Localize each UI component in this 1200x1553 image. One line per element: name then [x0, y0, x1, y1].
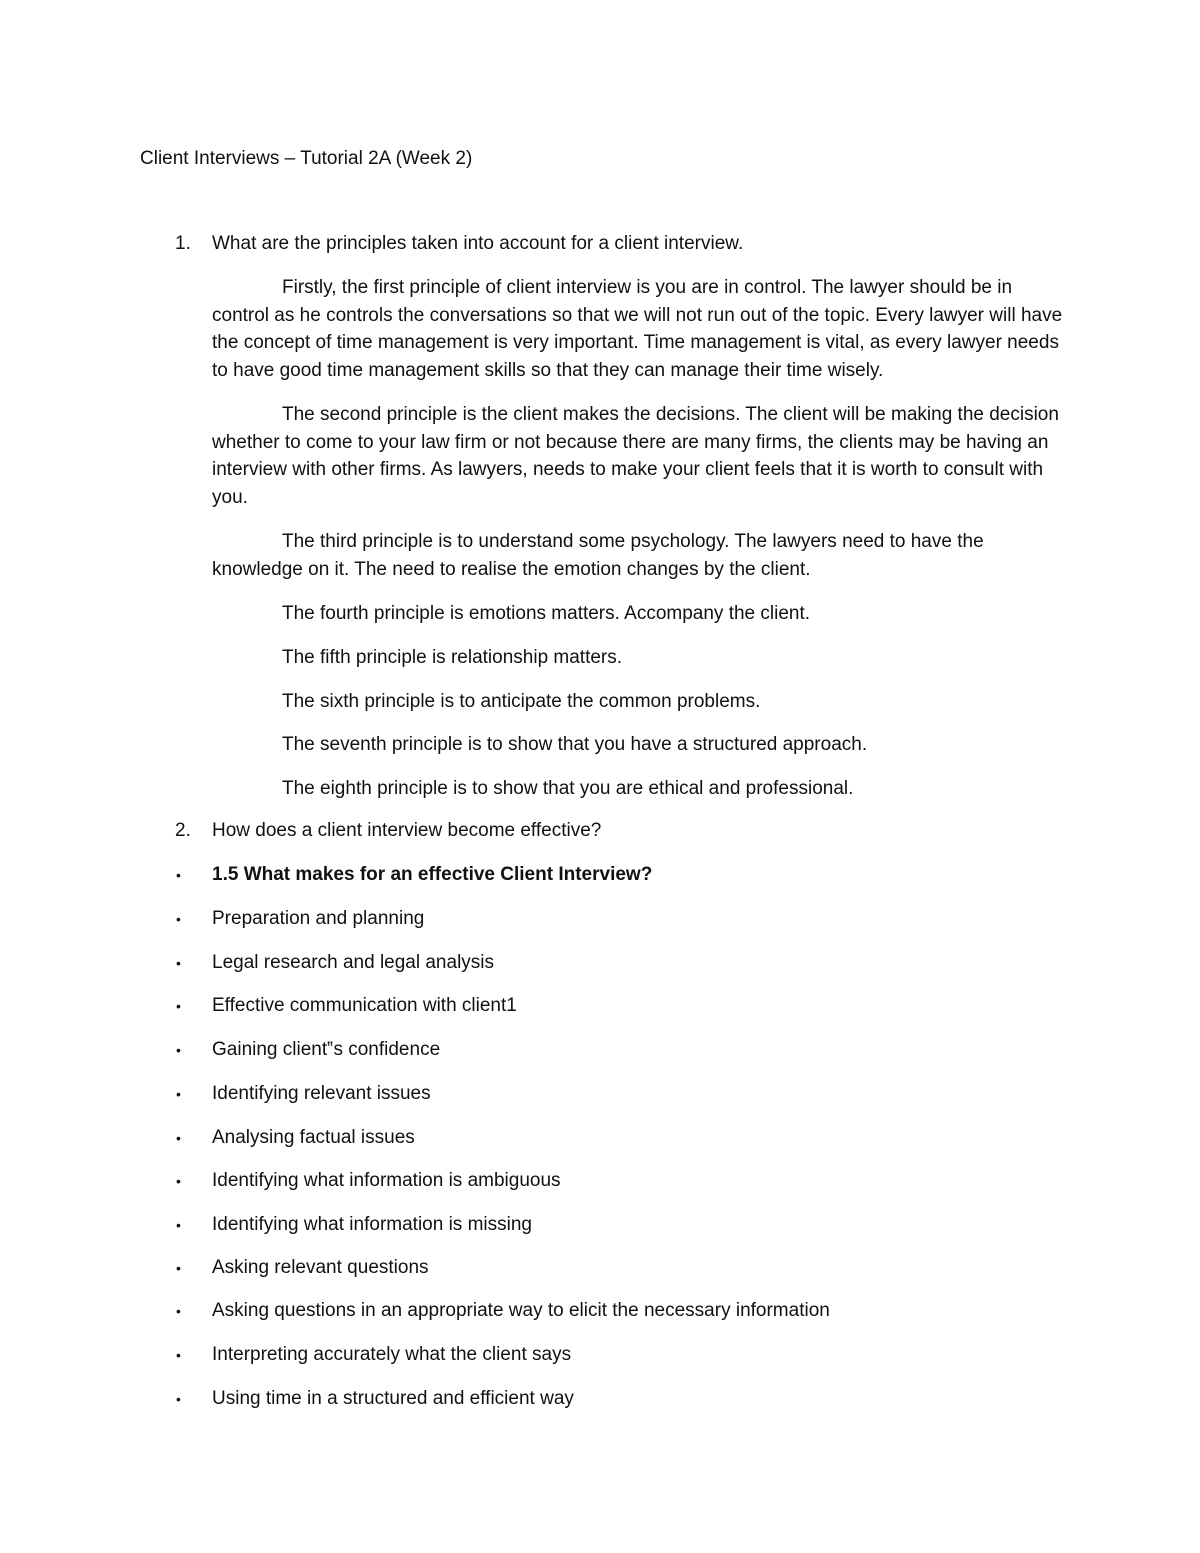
bullet-icon: • — [176, 867, 181, 883]
list-item — [0, 1211, 1000, 1239]
list-item — [0, 861, 1000, 889]
bullet-text: Identifying what information is missing — [212, 1214, 532, 1235]
list-item — [0, 1167, 1000, 1195]
principle-eighth: The eighth principle is to show that you are ethical and professional. — [282, 778, 854, 799]
paragraph-second-principle: The second principle is the client makes the decisions. The client will be making the decision whether to come to your law firm or not because there are many firms, the clients may be having an interview with other firms. As lawyers, needs to make your client feels that it is worth to consult with you. — [212, 404, 1059, 508]
bullet-icon: • — [176, 1347, 181, 1363]
document-title: Client Interviews – Tutorial 2A (Week 2) — [140, 148, 473, 169]
list-item — [0, 992, 1000, 1020]
list-item — [0, 1341, 1000, 1369]
bullet-text: Identifying what information is ambiguous — [212, 1170, 561, 1191]
bullet-text: Effective communication with client1 — [212, 995, 517, 1016]
bullet-icon: • — [176, 1130, 181, 1146]
bullet-icon: • — [176, 1217, 181, 1233]
bullet-icon: • — [176, 1042, 181, 1058]
list-item — [0, 1385, 1000, 1413]
bullet-text: Asking relevant questions — [212, 1257, 429, 1278]
paragraph-third-principle: The third principle is to understand some psychology. The lawyers need to have the knowledge on it. The need to realise the emotion changes by the client. — [212, 531, 984, 580]
bullet-icon: • — [176, 955, 181, 971]
principle-seventh: The seventh principle is to show that you have a structured approach. — [282, 734, 868, 755]
list-item — [0, 1036, 1000, 1064]
bullet-text: Gaining client‟s confidence — [212, 1039, 441, 1060]
list-item — [0, 1297, 1000, 1325]
bullet-text: Preparation and planning — [212, 908, 425, 929]
bullet-icon: • — [176, 1391, 181, 1407]
principle-fifth: The fifth principle is relationship matters. — [282, 647, 623, 668]
bullet-icon: • — [176, 911, 181, 927]
bullet-text: Asking questions in an appropriate way to elicit the necessary information — [212, 1300, 830, 1321]
list-item — [0, 1124, 1000, 1152]
question-2-number: 2. — [175, 820, 191, 841]
bullet-heading: 1.5 What makes for an effective Client Interview? — [212, 864, 653, 885]
question-2-text: How does a client interview become effective? — [212, 820, 602, 841]
bullet-icon: • — [176, 1173, 181, 1189]
list-item — [0, 905, 1000, 933]
bullet-icon: • — [176, 1260, 181, 1276]
bullet-text: Identifying relevant issues — [212, 1083, 431, 1104]
question-1-number: 1. — [175, 233, 191, 254]
bullet-icon: • — [176, 998, 181, 1014]
list-item — [0, 1254, 1000, 1282]
paragraph-first-principle: Firstly, the first principle of client interview is you are in control. The lawyer should be in control as he controls the conversations so that we will not run out of the topic. Every lawyer will have the concept of time management is very important. Time management is vital, as every lawyer needs to have good time management skills so that they can manage their time wisely. — [212, 277, 1063, 381]
list-item — [0, 949, 1000, 977]
bullet-icon: • — [176, 1086, 181, 1102]
principle-fourth: The fourth principle is emotions matters. Accompany the client. — [282, 603, 811, 624]
list-item — [0, 1080, 1000, 1108]
bullet-icon: • — [176, 1303, 181, 1319]
bullet-text: Using time in a structured and efficient way — [212, 1388, 574, 1409]
bullet-text: Interpreting accurately what the client says — [212, 1344, 572, 1365]
principle-sixth: The sixth principle is to anticipate the common problems. — [282, 691, 761, 712]
bullet-text: Legal research and legal analysis — [212, 952, 495, 973]
question-1-text: What are the principles taken into account for a client interview. — [212, 233, 744, 254]
bullet-text: Analysing factual issues — [212, 1127, 415, 1148]
